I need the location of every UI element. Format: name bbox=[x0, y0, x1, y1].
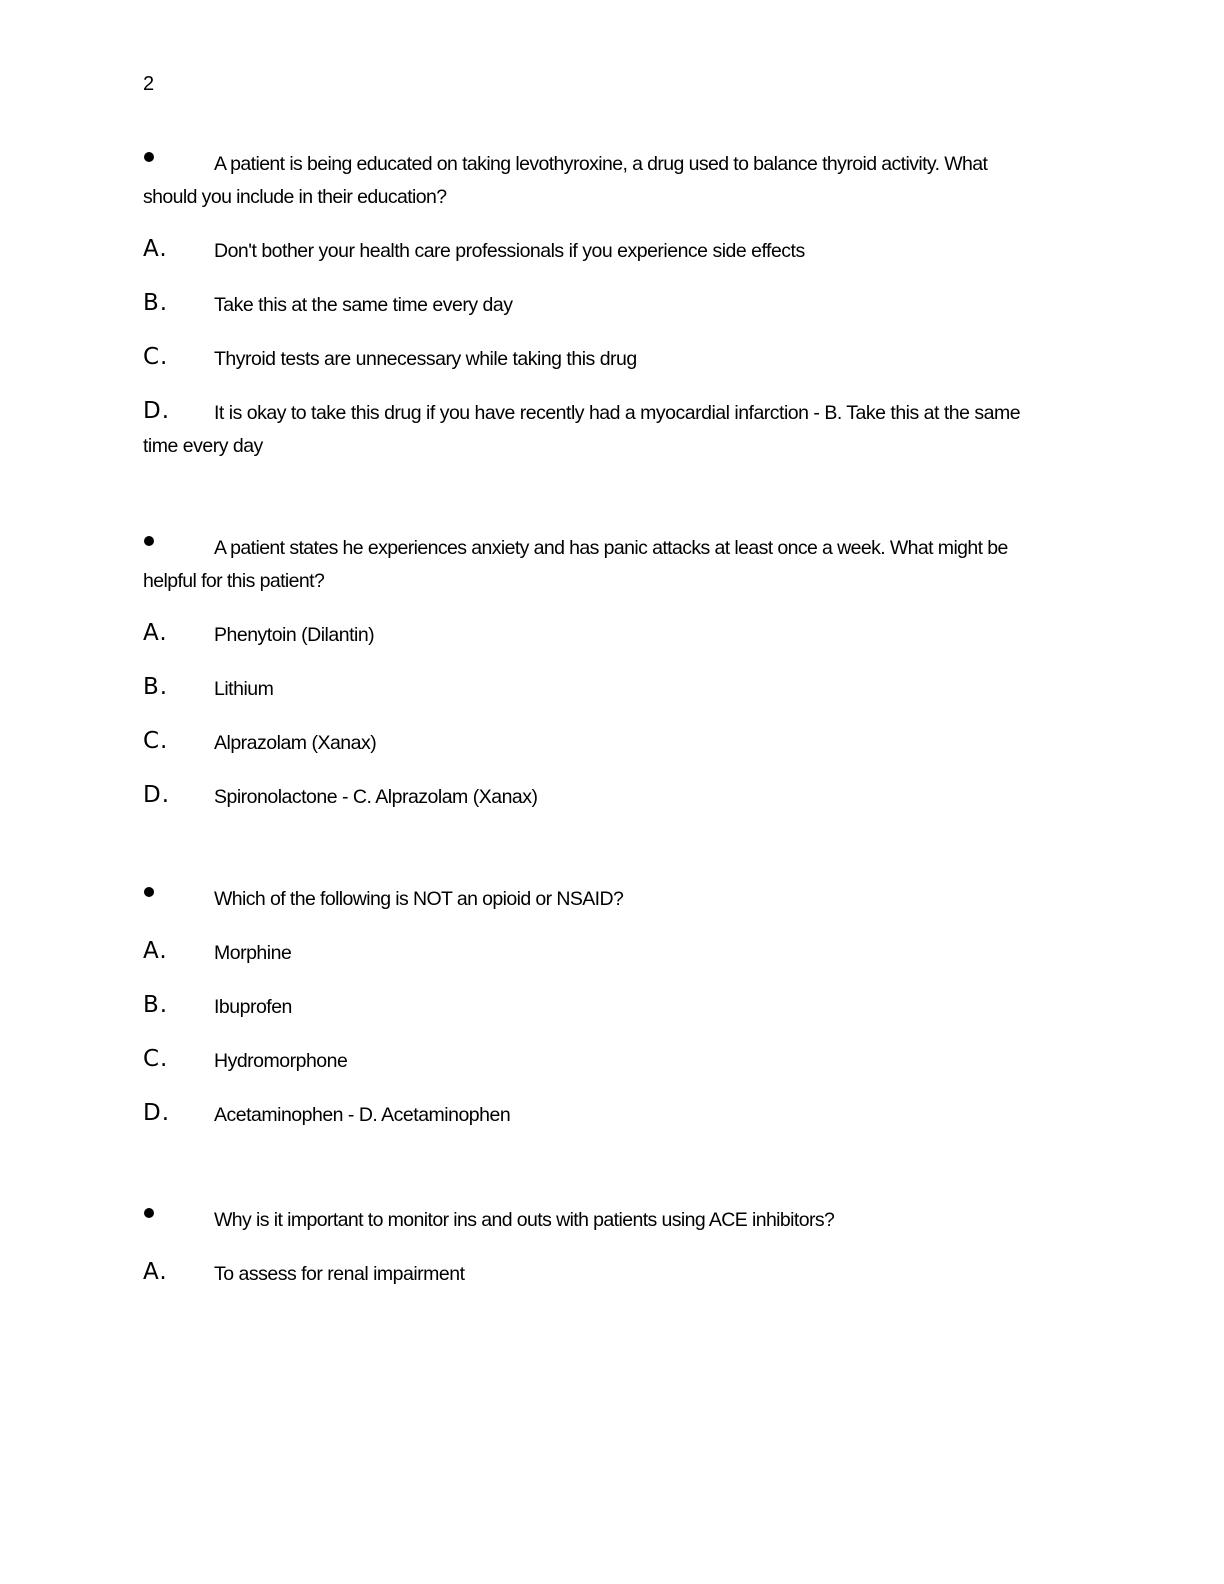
option-text: Phenytoin (Dilantin) bbox=[214, 624, 375, 646]
option-letter: A. bbox=[143, 1259, 168, 1285]
option-text: It is okay to take this drug if you have recently had a myocardial infarction - B. Take this at the same time every day bbox=[143, 402, 1021, 457]
option-c bbox=[143, 727, 1043, 760]
option-b bbox=[143, 991, 1043, 1024]
question-text bbox=[143, 1204, 1043, 1237]
option-letter: D. bbox=[143, 398, 171, 424]
option-c bbox=[143, 1045, 1043, 1078]
option-d bbox=[143, 1099, 1043, 1132]
option-text: Take this at the same time every day bbox=[214, 294, 513, 316]
option-c bbox=[143, 343, 1043, 376]
option-letter: C. bbox=[143, 344, 169, 370]
question-4 bbox=[143, 1204, 1043, 1291]
option-letter: C. bbox=[143, 728, 169, 754]
option-d bbox=[143, 397, 1043, 463]
option-letter: B. bbox=[143, 992, 169, 1018]
option-text: Alprazolam (Xanax) bbox=[214, 732, 377, 754]
option-text: Morphine bbox=[214, 942, 292, 964]
option-letter: B. bbox=[143, 290, 169, 316]
option-text: Acetaminophen - D. Acetaminophen bbox=[214, 1104, 511, 1126]
option-a bbox=[143, 235, 1043, 268]
option-b bbox=[143, 673, 1043, 706]
question-text-content: Which of the following is NOT an opioid or NSAID? bbox=[214, 888, 624, 910]
option-letter: D. bbox=[143, 1100, 171, 1126]
option-letter: D. bbox=[143, 782, 171, 808]
option-a bbox=[143, 937, 1043, 970]
question-text bbox=[143, 148, 1043, 214]
option-text: Spironolactone - C. Alprazolam (Xanax) bbox=[214, 786, 538, 808]
option-a bbox=[143, 1258, 1043, 1291]
question-text bbox=[143, 532, 1043, 598]
option-text: Lithium bbox=[214, 678, 274, 700]
question-text-content: Why is it important to monitor ins and outs with patients using ACE inhibitors? bbox=[214, 1209, 835, 1231]
option-text: Ibuprofen bbox=[214, 996, 292, 1018]
question-1 bbox=[143, 148, 1043, 463]
option-b bbox=[143, 289, 1043, 322]
bullet-icon bbox=[143, 534, 214, 554]
option-text: Thyroid tests are unnecessary while taking this drug bbox=[214, 348, 637, 370]
bullet-icon bbox=[143, 1206, 214, 1226]
question-text-content: A patient is being educated on taking levothyroxine, a drug used to balance thyroid activity. What should you include in their education? bbox=[143, 153, 988, 208]
option-d bbox=[143, 781, 1043, 814]
option-letter: C. bbox=[143, 1046, 169, 1072]
option-letter: B. bbox=[143, 674, 169, 700]
question-2 bbox=[143, 532, 1043, 814]
page-number: 2 bbox=[143, 73, 155, 95]
option-letter: A. bbox=[143, 620, 168, 646]
option-text: To assess for renal impairment bbox=[214, 1263, 465, 1285]
bullet-icon bbox=[143, 885, 214, 905]
question-3 bbox=[143, 883, 1043, 1132]
option-text: Hydromorphone bbox=[214, 1050, 348, 1072]
bullet-icon bbox=[143, 150, 214, 170]
option-letter: A. bbox=[143, 938, 168, 964]
option-a bbox=[143, 619, 1043, 652]
option-letter: A. bbox=[143, 236, 168, 262]
question-text-content: A patient states he experiences anxiety and has panic attacks at least once a week. What might be helpful for this patient? bbox=[143, 537, 1008, 592]
question-text bbox=[143, 883, 1043, 916]
option-text: Don't bother your health care professionals if you experience side effects bbox=[214, 240, 805, 262]
